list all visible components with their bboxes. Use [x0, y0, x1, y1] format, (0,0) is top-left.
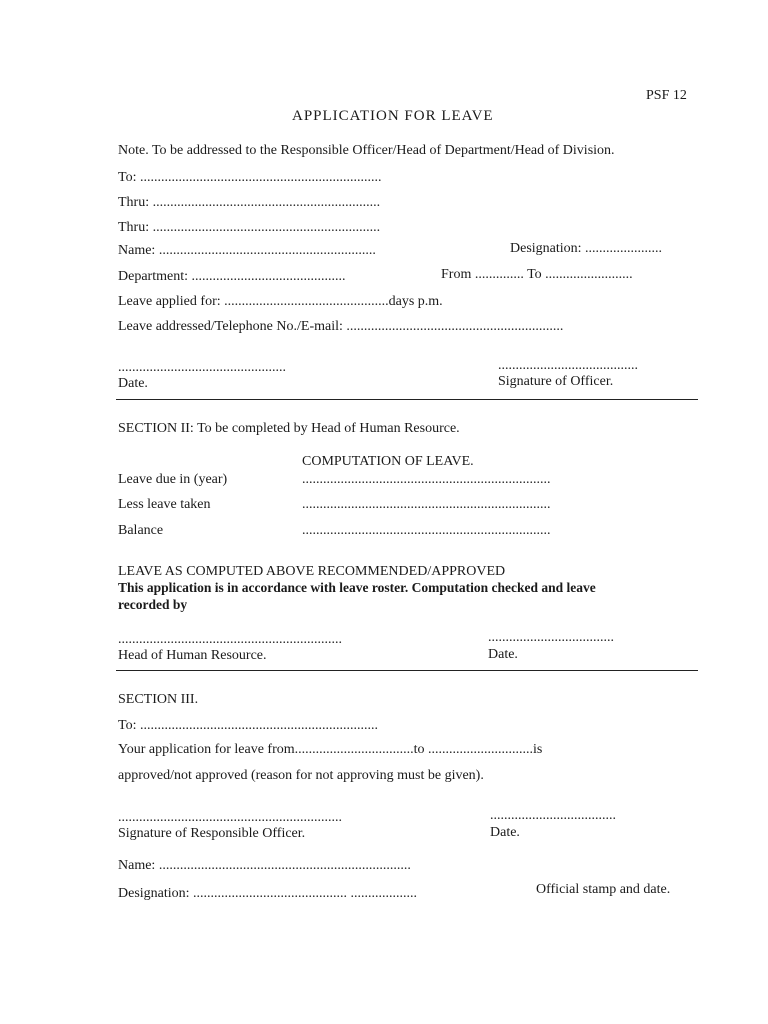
hr-signature-label: Head of Human Resource. — [118, 648, 267, 663]
hr-date-label: Date. — [488, 647, 518, 662]
section-3-designation-field[interactable]: Designation: ............................................ ................... — [118, 886, 418, 901]
leave-due-label: Leave due in (year) — [118, 472, 228, 487]
section-3-name-field[interactable]: Name: ........................................................................ — [118, 858, 411, 873]
addressing-note: Note. To be addressed to the Responsible Officer/Head of Department/Head of Division. — [118, 143, 615, 158]
form-code: PSF 12 — [646, 88, 687, 103]
leave-taken-field[interactable]: ....................................................................... — [302, 497, 551, 512]
section-2-heading: SECTION II: To be completed by Head of Human Resource. — [118, 421, 460, 436]
leave-period-field[interactable]: Your application for leave from..................................to ..............................is — [118, 742, 543, 757]
approval-statement: approved/not approved (reason for not approving must be given). — [118, 768, 484, 783]
thru-field-1[interactable]: Thru: ................................................................. — [118, 195, 381, 210]
department-field[interactable]: Department: ............................................ — [118, 269, 346, 284]
recommendation-line: LEAVE AS COMPUTED ABOVE RECOMMENDED/APPROVED — [118, 564, 506, 579]
hr-signature-line[interactable]: ................................................................ — [118, 632, 342, 647]
date-line[interactable]: ................................................ — [118, 360, 286, 375]
roster-statement-1: This application is in accordance with leave roster. Computation checked and leave — [118, 580, 596, 595]
section-3-date-line[interactable]: .................................... — [490, 808, 616, 823]
section-3-heading: SECTION III. — [118, 692, 199, 707]
designation-field[interactable]: Designation: ...................... — [510, 241, 663, 256]
section-3-to-field[interactable]: To: .................................................................... — [118, 718, 378, 733]
roster-statement-2: recorded by — [118, 597, 188, 612]
balance-field[interactable]: ....................................................................... — [302, 523, 551, 538]
official-stamp-label: Official stamp and date. — [536, 882, 671, 897]
balance-label: Balance — [118, 523, 164, 538]
leave-taken-label: Less leave taken — [118, 497, 211, 512]
officer-signature-label: Signature of Officer. — [498, 374, 614, 389]
responsible-officer-signature-line[interactable]: ................................................................ — [118, 810, 342, 825]
leave-applied-field[interactable]: Leave applied for: ...............................................days p.m. — [118, 294, 443, 309]
date-label: Date. — [118, 376, 148, 391]
page-title: APPLICATION FOR LEAVE — [292, 108, 494, 124]
hr-date-line[interactable]: .................................... — [488, 630, 614, 645]
responsible-officer-signature-label: Signature of Responsible Officer. — [118, 826, 306, 841]
leave-address-field[interactable]: Leave addressed/Telephone No./E-mail: .............................................................. — [118, 319, 564, 334]
section-3-date-label: Date. — [490, 825, 520, 840]
officer-signature-line[interactable]: ........................................ — [498, 358, 638, 373]
to-field[interactable]: To: ..................................................................... — [118, 170, 382, 185]
section-divider-1 — [116, 399, 698, 400]
thru-field-2[interactable]: Thru: ................................................................. — [118, 220, 381, 235]
date-range-field[interactable]: From .............. To ......................... — [441, 267, 633, 282]
computation-title: COMPUTATION OF LEAVE. — [302, 454, 474, 469]
name-field[interactable]: Name: .............................................................. — [118, 243, 376, 258]
leave-due-field[interactable]: ....................................................................... — [302, 472, 551, 487]
section-divider-2 — [116, 670, 698, 671]
